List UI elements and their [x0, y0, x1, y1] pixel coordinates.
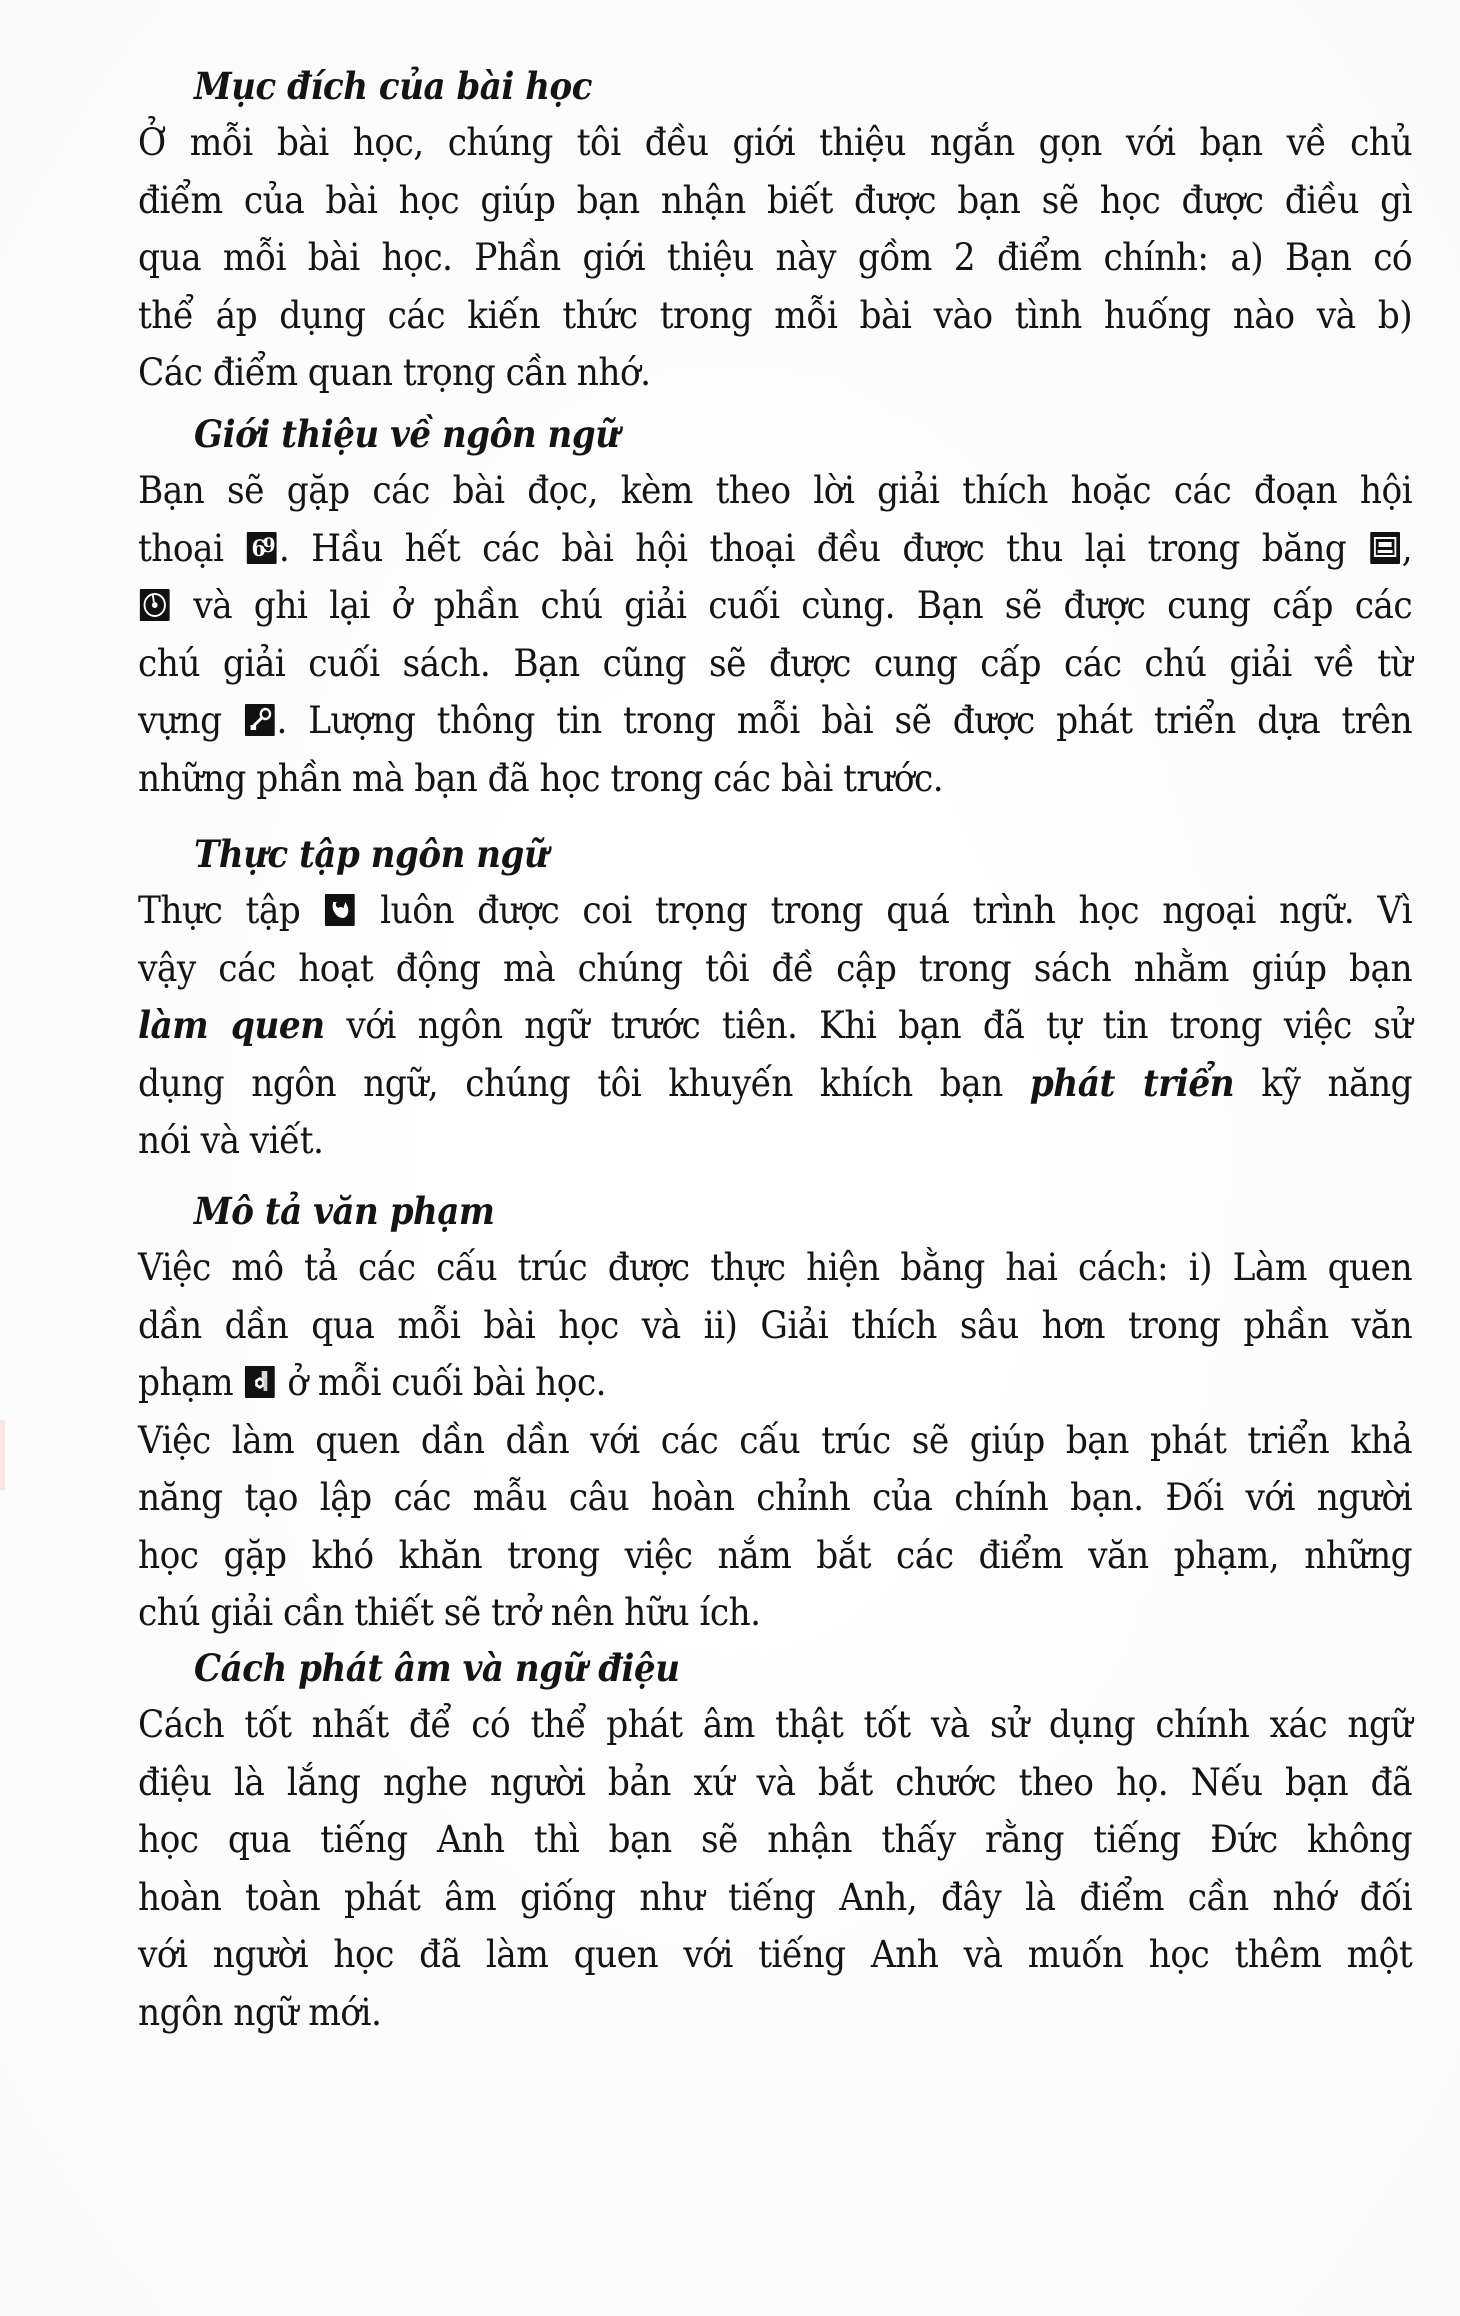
text-line: Ở mỗi bài học, chúng tôi đều giới thiệu ngắn gọn với bạn về chủ	[138, 121, 1413, 164]
text-line: chú giải cần thiết sẽ trở nên hữu ích.	[138, 1591, 761, 1634]
section-language-practice	[138, 830, 1413, 1170]
section-heading: Mục đích của bài học	[194, 64, 593, 108]
practice-muscle-icon	[325, 894, 355, 926]
text-line: điệu là lắng nghe người bản xứ và bắt chước theo họ. Nếu bạn đã	[138, 1760, 1413, 1804]
section-grammar-description	[138, 1187, 1413, 1642]
text-fragment: vựng	[138, 699, 222, 742]
text-fragment: thoại	[138, 526, 224, 570]
section-heading: Cách phát âm và ngữ điệu	[194, 1646, 680, 1690]
cassette-tape-icon	[1370, 532, 1400, 564]
text-line: năng tạo lập các mẫu câu hoàn chỉnh của chính bạn. Đối với người	[138, 1476, 1413, 1519]
text-line	[138, 692, 1412, 750]
text-line	[138, 520, 1412, 578]
text-line: với người học đã làm quen với tiếng Anh và muốn học thêm một	[138, 1933, 1413, 1976]
text-fragment: kỹ năng	[1234, 1061, 1413, 1105]
text-line	[138, 1354, 1412, 1412]
text-line: hoàn toàn phát âm giống như tiếng Anh, đây là điểm cần nhớ đối	[138, 1875, 1413, 1919]
text-fragment: ở mỗi cuối bài học.	[276, 1361, 607, 1404]
text-line: Việc làm quen dần dần với các cấu trúc sẽ giúp bạn phát triển khả	[138, 1418, 1413, 1462]
svg-text:6: 6	[251, 535, 266, 562]
text-line	[138, 882, 1412, 940]
text-line: Các điểm quan trọng cần nhớ.	[138, 351, 651, 394]
text-fragment: và ghi lại ở phần chú giải cuối cùng. Bạn sẽ được cung cấp các	[171, 584, 1413, 627]
text-fragment: . Lượng thông tin trong mỗi bài sẽ được phát triển dựa trên	[276, 699, 1413, 742]
text-line: qua mỗi bài học. Phần giới thiệu này gồm 2 điểm chính: a) Bạn có	[138, 236, 1413, 279]
text-fragment: với ngôn ngữ trước tiên. Khi bạn đã tự tin trong việc sử	[324, 1004, 1413, 1047]
text-fragment: dụng ngôn ngữ, chúng tôi khuyến khích bạn	[138, 1061, 1030, 1105]
text-line: học qua tiếng Anh thì bạn sẽ nhận thấy rằng tiếng Đức không	[138, 1818, 1413, 1861]
svg-text:9: 9	[263, 532, 276, 557]
section-heading: Giới thiệu về ngôn ngữ	[194, 412, 620, 456]
section-lesson-purpose	[138, 62, 1413, 402]
section-heading: Mô tả văn phạm	[194, 1189, 495, 1233]
text-line	[138, 997, 1412, 1055]
page-edge-mark	[0, 1420, 5, 1490]
text-line: những phần mà bạn đã học trong các bài trước.	[138, 756, 944, 800]
text-line: vậy các hoạt động mà chúng tôi đề cập trong sách nhằm giúp bạn	[138, 946, 1413, 990]
text-line	[138, 1055, 1412, 1113]
text-line: học gặp khó khăn trong việc nắm bắt các điểm văn phạm, những	[138, 1533, 1413, 1577]
text-line: thể áp dụng các kiến thức trong mỗi bài vào tình huống nào và b)	[138, 293, 1413, 337]
text-line: điểm của bài học giúp bạn nhận biết được bạn sẽ học được điều gì	[138, 178, 1413, 222]
text-line: Việc mô tả các cấu trúc được thực hiện bằng hai cách: i) Làm quen	[138, 1246, 1413, 1289]
text-fragment: . Hầu hết các bài hội thoại đều được thu lại trong băng	[278, 526, 1347, 570]
grammar-nut-bolt-icon	[245, 1366, 275, 1398]
text-line: chú giải cuối sách. Bạn cũng sẽ được cung cấp các chú giải về từ	[138, 641, 1413, 685]
text-line: dần dần qua mỗi bài học và ii) Giải thích sâu hơn trong phần văn	[138, 1303, 1413, 1347]
text-fragment: luôn được coi trọng trong quá trình học ngoại ngữ. Vì	[356, 889, 1413, 932]
text-fragment: ,	[1401, 526, 1413, 570]
emphasis-text: phát triển	[1029, 1060, 1235, 1105]
section-heading: Thực tập ngôn ngữ	[194, 832, 549, 876]
text-line: Bạn sẽ gặp các bài đọc, kèm theo lời giải thích hoặc các đoạn hội	[138, 469, 1413, 512]
text-line: nói và viết.	[138, 1119, 324, 1162]
text-line: Cách tốt nhất để có thể phát âm thật tốt và sử dụng chính xác ngữ	[138, 1703, 1413, 1746]
text-fragment: phạm	[138, 1361, 234, 1404]
section-language-intro	[138, 410, 1413, 807]
section-pronunciation-intonation	[138, 1644, 1413, 2041]
text-line	[138, 577, 1412, 635]
emphasis-text: làm quen	[138, 1003, 325, 1047]
cd-disc-icon	[140, 589, 170, 621]
text-fragment: Thực tập	[138, 889, 301, 932]
vocabulary-key-icon	[245, 704, 275, 736]
text-line: ngôn ngữ mới.	[138, 1990, 382, 2034]
dialogue-quote-icon	[247, 532, 277, 564]
